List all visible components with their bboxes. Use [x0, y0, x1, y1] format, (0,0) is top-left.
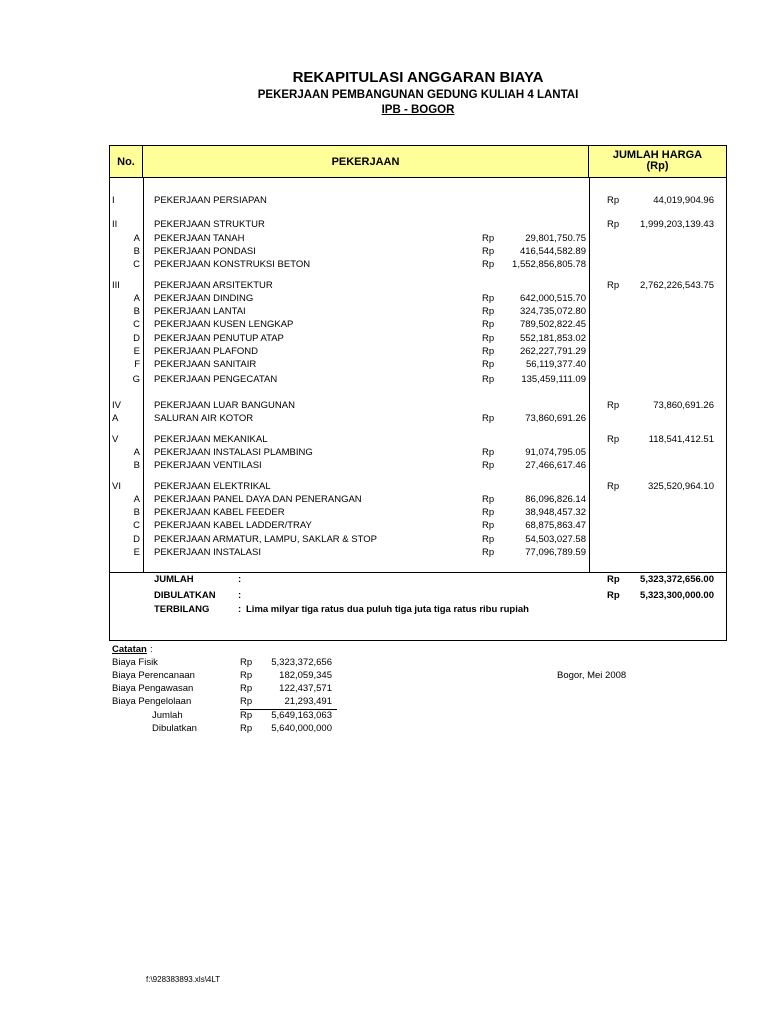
row-sub-currency: Rp	[482, 374, 495, 385]
header-jumlah-harga	[589, 146, 726, 178]
row-description: PEKERJAAN ARSITEKTUR	[154, 280, 273, 291]
row-description: PEKERJAAN KABEL FEEDER	[154, 507, 285, 518]
row-amount: 118,541,412.51	[648, 434, 714, 445]
row-sub-amount: 86,096,826.14	[525, 494, 586, 505]
row-description: PEKERJAAN INSTALASI	[154, 547, 261, 558]
row-sub-amount: 262,227,791.29	[519, 346, 586, 357]
note-label: Biaya Pengawasan	[112, 683, 194, 694]
file-path-footer: f:\928383893.xls\4LT	[146, 975, 221, 984]
row-letter: D	[133, 534, 140, 545]
row-sub-currency: Rp	[482, 507, 495, 518]
table-row	[0, 533, 768, 546]
document-subtitle: PEKERJAAN PEMBANGUNAN GEDUNG KULIAH 4 LANTAI	[257, 89, 579, 101]
row-letter: B	[133, 306, 140, 317]
note-currency: Rp	[240, 696, 253, 707]
row-currency: Rp	[607, 400, 620, 411]
table-row	[0, 459, 768, 472]
row-letter: C	[133, 259, 140, 270]
table-row	[0, 506, 768, 519]
row-sub-currency: Rp	[482, 460, 495, 471]
row-sub-amount: 54,503,027.58	[525, 534, 586, 545]
row-sub-amount: 27,466,617.46	[525, 460, 586, 471]
row-sub-amount: 56,119,377.40	[525, 359, 586, 370]
row-currency: Rp	[607, 280, 620, 291]
table-row	[0, 279, 768, 292]
row-sub-currency: Rp	[482, 359, 495, 370]
table-row	[0, 412, 768, 425]
row-sub-currency: Rp	[482, 547, 495, 558]
table-row	[0, 218, 768, 231]
note-row	[0, 722, 768, 735]
row-sub-currency: Rp	[482, 447, 495, 458]
table-row	[0, 292, 768, 305]
row-letter: B	[133, 460, 140, 471]
row-sub-amount: 324,735,072.80	[519, 306, 586, 317]
row-sub-currency: Rp	[482, 520, 495, 531]
table-row	[0, 373, 768, 386]
row-description: PEKERJAAN ELEKTRIKAL	[154, 481, 271, 492]
note-label: Biaya Perencanaan	[112, 670, 195, 681]
row-description: PEKERJAAN PLAFOND	[154, 346, 258, 357]
row-sub-currency: Rp	[482, 259, 495, 270]
row-sub-amount: 68,875,863.47	[525, 520, 586, 531]
note-currency: Rp	[240, 683, 253, 694]
row-letter: A	[133, 447, 140, 458]
total-rp: Rp	[607, 574, 620, 585]
table-row	[0, 493, 768, 506]
table-row	[0, 433, 768, 446]
place-date: Bogor, Mei 2008	[557, 670, 627, 681]
row-description: PEKERJAAN INSTALASI PLAMBING	[154, 447, 313, 458]
table-row	[0, 318, 768, 331]
row-sub-currency: Rp	[482, 494, 495, 505]
row-number: II	[112, 219, 118, 230]
row-description: PEKERJAAN KUSEN LENGKAP	[154, 319, 294, 330]
note-label: Dibulatkan	[152, 723, 197, 734]
table-row	[0, 305, 768, 318]
row-description: PEKERJAAN PENUTUP ATAP	[154, 333, 284, 344]
row-description: PEKERJAAN TANAH	[154, 233, 245, 244]
row-number: IV	[112, 400, 121, 411]
note-currency: Rp	[240, 657, 253, 668]
words-text: Lima milyar tiga ratus dua puluh tiga juta tiga ratus ribu rupiah	[246, 604, 529, 615]
row-letter: F	[134, 359, 140, 370]
row-description: PEKERJAAN SANITAIR	[154, 359, 257, 370]
note-amount: 5,640,000,000	[271, 723, 332, 734]
row-sub-amount: 1,552,856,805.78	[512, 259, 586, 270]
note-row	[0, 682, 768, 695]
table-row	[0, 399, 768, 412]
rounded-amount: 5,323,300,000.00	[640, 590, 714, 601]
row-description: PEKERJAAN VENTILASI	[154, 460, 262, 471]
rounded-row	[0, 589, 768, 602]
row-sub-currency: Rp	[482, 306, 495, 317]
row-amount: 44,019,904.96	[653, 195, 714, 206]
row-sub-amount: 38,948,457.32	[525, 507, 586, 518]
row-sub-amount: 789,502,822.45	[519, 319, 586, 330]
row-description: PEKERJAAN KONSTRUKSI BETON	[154, 259, 311, 270]
row-amount: 2,762,226,543.75	[640, 280, 714, 291]
table-row	[0, 332, 768, 345]
row-sub-amount: 73,860,691.26	[525, 413, 586, 424]
note-label: Biaya Fisik	[112, 657, 158, 668]
table-row	[0, 245, 768, 258]
row-currency: Rp	[607, 481, 620, 492]
row-letter: C	[133, 520, 140, 531]
table-row	[0, 345, 768, 358]
row-description: PEKERJAAN KABEL LADDER/TRAY	[154, 520, 312, 531]
row-amount: 73,860,691.26	[653, 400, 714, 411]
total-colon: :	[238, 574, 242, 585]
row-sub-amount: 552,181,853.02	[519, 333, 586, 344]
total-amount: 5,323,372,656.00	[640, 574, 714, 585]
row-description: PEKERJAAN PERSIAPAN	[154, 195, 267, 206]
table-row	[0, 546, 768, 559]
row-sub-amount: 29,801,750.75	[525, 233, 586, 244]
row-description: PEKERJAAN STRUKTUR	[154, 219, 265, 230]
table-row	[0, 480, 768, 493]
row-description: SALURAN AIR KOTOR	[154, 413, 254, 424]
total-row	[0, 573, 768, 586]
notes-sum-line	[240, 709, 337, 710]
table-row	[0, 358, 768, 371]
row-currency: Rp	[607, 219, 620, 230]
row-sub-currency: Rp	[482, 246, 495, 257]
row-number: VI	[112, 481, 121, 492]
row-amount: 325,520,964.10	[647, 481, 714, 492]
row-letter: A	[133, 293, 140, 304]
note-currency: Rp	[240, 710, 253, 721]
note-row	[0, 656, 768, 669]
row-sub-amount: 91,074,795.05	[525, 447, 586, 458]
row-number: V	[112, 434, 119, 445]
row-sub-amount: 642,000,515.70	[519, 293, 586, 304]
total-label: JUMLAH	[154, 574, 194, 585]
table-row	[0, 232, 768, 245]
row-sub-currency: Rp	[482, 233, 495, 244]
notes-heading: Catatan	[112, 644, 147, 655]
document-title: REKAPITULASI ANGGARAN BIAYA	[292, 69, 544, 86]
row-sub-currency: Rp	[482, 413, 495, 424]
note-currency: Rp	[240, 670, 253, 681]
row-sub-currency: Rp	[482, 346, 495, 357]
table-row	[0, 194, 768, 207]
row-letter: A	[133, 494, 140, 505]
row-letter: C	[133, 319, 140, 330]
note-amount: 122,437,571	[279, 683, 332, 694]
row-description: PEKERJAAN PONDASI	[154, 246, 256, 257]
row-number: A	[112, 413, 119, 424]
table-row	[0, 258, 768, 271]
table-row	[0, 519, 768, 532]
header-no: No.	[110, 146, 143, 178]
row-letter: A	[133, 233, 140, 244]
row-description: PEKERJAAN LANTAI	[154, 306, 246, 317]
words-label: TERBILANG	[154, 604, 210, 615]
row-letter: E	[133, 547, 140, 558]
row-letter: G	[132, 374, 140, 385]
rounded-rp: Rp	[607, 590, 620, 601]
note-amount: 5,649,163,063	[271, 710, 332, 721]
table-row	[0, 446, 768, 459]
row-letter: E	[133, 346, 140, 357]
row-sub-currency: Rp	[482, 534, 495, 545]
rounded-label: DIBULATKAN	[154, 590, 216, 601]
note-row	[0, 709, 768, 722]
row-sub-currency: Rp	[482, 333, 495, 344]
words-row	[0, 603, 768, 616]
note-amount: 21,293,491	[284, 696, 332, 707]
row-currency: Rp	[607, 434, 620, 445]
rounded-colon: :	[238, 590, 242, 601]
note-amount: 5,323,372,656	[271, 657, 332, 668]
notes-heading-row	[0, 643, 768, 656]
row-description: PEKERJAAN LUAR BANGUNAN	[154, 400, 295, 411]
row-sub-amount: 77,096,789.59	[525, 547, 586, 558]
row-amount: 1,999,203,139.43	[640, 219, 714, 230]
note-row	[0, 695, 768, 708]
row-description: PEKERJAAN ARMATUR, LAMPU, SAKLAR & STOP	[154, 534, 377, 545]
row-description: PEKERJAAN PENGECATAN	[154, 374, 278, 385]
row-sub-currency: Rp	[482, 319, 495, 330]
row-description: PEKERJAAN DINDING	[154, 293, 254, 304]
note-label: Jumlah	[152, 710, 183, 721]
row-currency: Rp	[607, 195, 620, 206]
notes-heading-colon: :	[150, 644, 153, 655]
row-sub-amount: 416,544,582.89	[519, 246, 586, 257]
row-number: III	[112, 280, 120, 291]
place-date-row	[0, 669, 768, 682]
document-location: IPB - BOGOR	[381, 104, 455, 116]
words-colon: :	[238, 604, 242, 615]
note-currency: Rp	[240, 723, 253, 734]
row-description: PEKERJAAN MEKANIKAL	[154, 434, 268, 445]
header-jumlah-label: JUMLAH HARGA	[612, 149, 703, 161]
row-letter: B	[133, 246, 140, 257]
row-letter: D	[133, 333, 140, 344]
row-sub-amount: 135,459,111.09	[521, 374, 586, 385]
note-label: Biaya Pengelolaan	[112, 696, 192, 707]
row-sub-currency: Rp	[482, 293, 495, 304]
header-pekerjaan: PEKERJAAN	[143, 146, 589, 178]
row-description: PEKERJAAN PANEL DAYA DAN PENERANGAN	[154, 494, 362, 505]
note-amount: 182,059,345	[279, 670, 332, 681]
header-jumlah-unit: (Rp)	[646, 160, 669, 172]
row-number: I	[112, 195, 115, 206]
row-letter: B	[133, 507, 140, 518]
